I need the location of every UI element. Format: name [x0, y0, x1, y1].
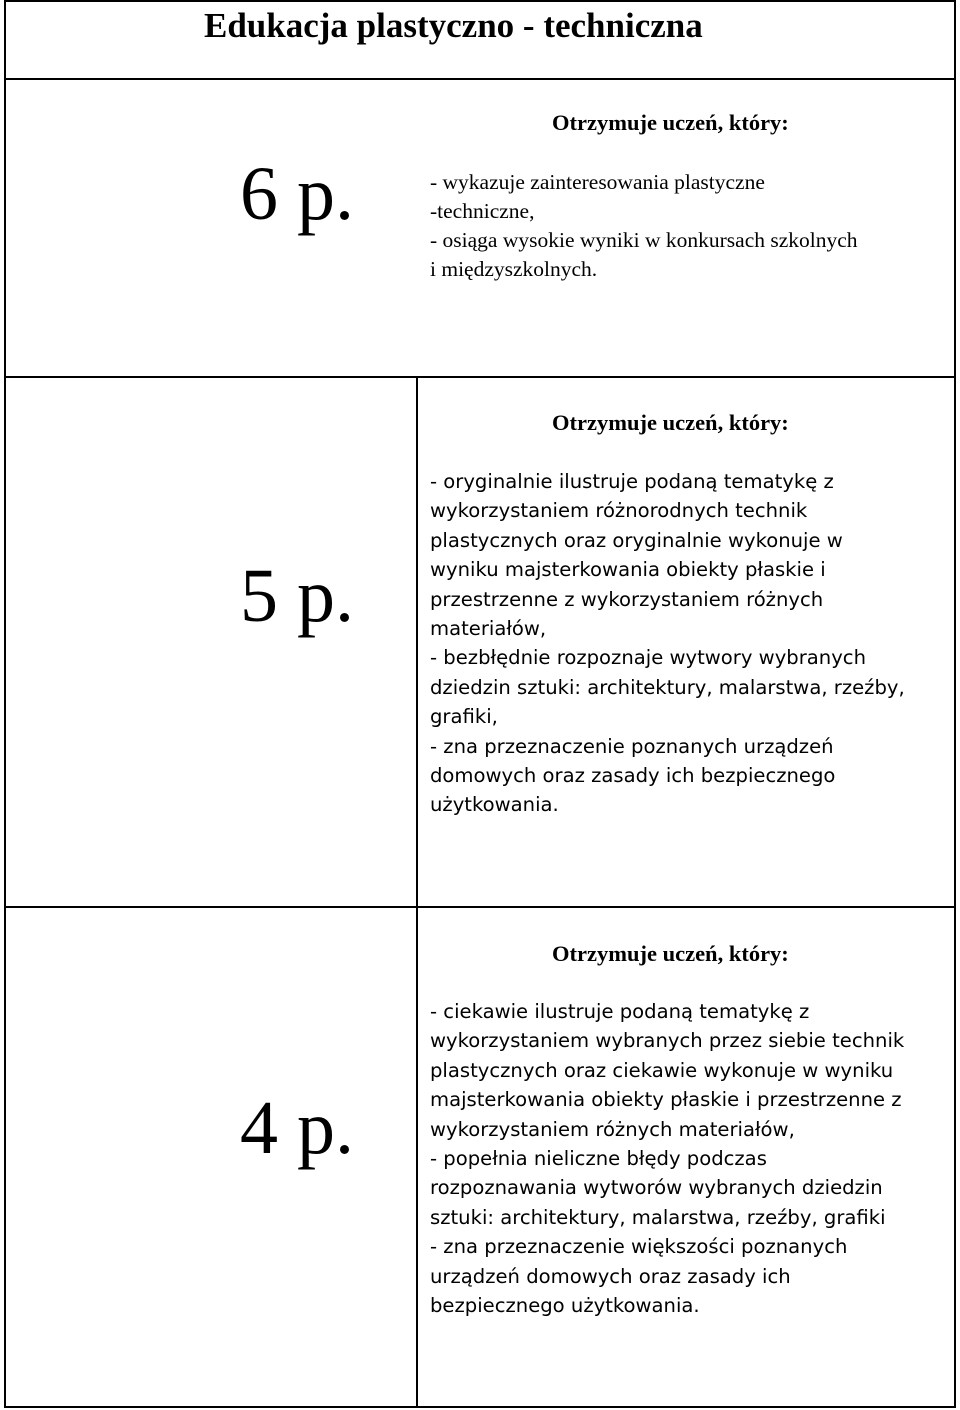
criteria-line: majsterkowania obiekty płaskie i przestrzenne z	[430, 1088, 902, 1112]
grade-4-description	[430, 939, 935, 1320]
criteria-line: wykorzystaniem wybranych przez siebie technik	[430, 1029, 905, 1053]
criteria-heading: Otrzymuje uczeń, który:	[552, 941, 789, 966]
row-divider	[4, 906, 956, 908]
criteria-line: rozpoznawania wytworów wybranych dziedzin	[430, 1176, 883, 1200]
criteria-line: - ciekawie ilustruje podaną tematykę z	[430, 1000, 810, 1023]
criteria-line: urządzeń domowych oraz zasady ich	[430, 1264, 791, 1288]
criteria-line: - bezbłędnie rozpoznaje wytwory wybranych	[430, 646, 866, 670]
grade-4-label: 4 p.	[240, 1086, 354, 1170]
grade-5-label: 5 p.	[240, 554, 354, 638]
criteria-line: plastycznych oraz ciekawie wykonuje w wyniku	[430, 1058, 894, 1082]
grade-5-description	[430, 408, 935, 820]
criteria-line: -techniczne,	[430, 199, 535, 223]
criteria-line: - zna przeznaczenie poznanych urządzeń	[430, 734, 834, 758]
criteria-line: - popełnia nieliczne błędy podczas	[430, 1147, 767, 1171]
criteria-line: - zna przeznaczenie większości poznanych	[430, 1235, 848, 1259]
grade-6-description	[430, 108, 935, 284]
criteria-line: materiałów,	[430, 617, 547, 641]
criteria-line: - wykazuje zainteresowania plastyczne	[430, 170, 765, 194]
criteria-line: grafiki,	[430, 705, 498, 729]
criteria-line: wyniku majsterkowania obiekty płaskie i	[430, 558, 826, 582]
criteria-line: dziedzin sztuki: architektury, malarstwa, rzeźby,	[430, 675, 905, 699]
criteria-line: użytkowania.	[430, 793, 559, 817]
criteria-line: i międzyszkolnych.	[430, 257, 598, 281]
criteria-line: przestrzenne z wykorzystaniem różnych	[430, 587, 824, 611]
criteria-heading: Otrzymuje uczeń, który:	[552, 410, 789, 435]
criteria-line: bezpiecznego użytkowania.	[430, 1294, 700, 1318]
column-divider	[416, 376, 418, 1408]
row-divider	[4, 376, 956, 378]
criteria-heading: Otrzymuje uczeń, który:	[552, 110, 789, 135]
criteria-line: wykorzystaniem różnorodnych technik	[430, 499, 808, 523]
page-title: Edukacja plastyczno - techniczna	[204, 6, 703, 45]
grade-6-label: 6 p.	[240, 152, 354, 236]
criteria-line: - osiąga wysokie wyniki w konkursach szkolnych	[430, 228, 858, 252]
criteria-line: domowych oraz zasady ich bezpiecznego	[430, 764, 836, 788]
criteria-line: wykorzystaniem różnych materiałów,	[430, 1117, 795, 1141]
criteria-line: - oryginalnie ilustruje podaną tematykę z	[430, 470, 834, 493]
criteria-line: plastycznych oraz oryginalnie wykonuje w	[430, 528, 843, 552]
criteria-line: sztuki: architektury, malarstwa, rzeźby, grafiki	[430, 1205, 886, 1229]
